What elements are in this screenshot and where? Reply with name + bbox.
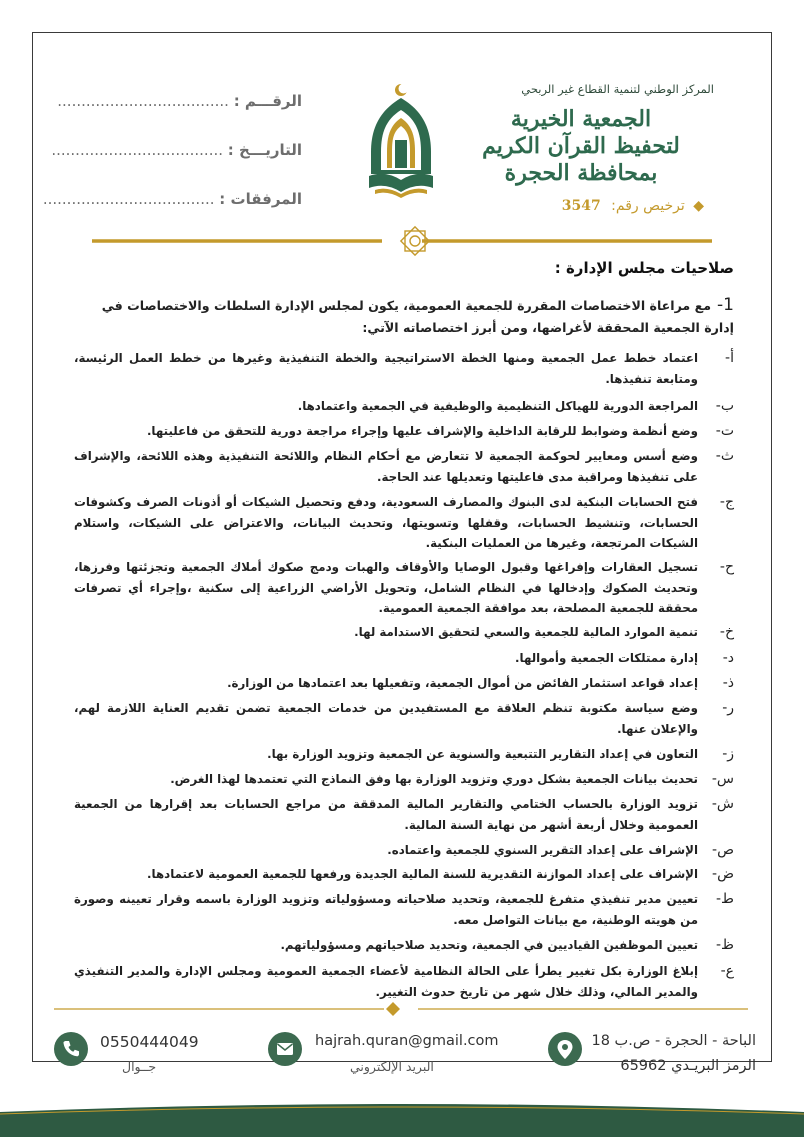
item-text: تزويد الوزارة بالحساب الختامي والتقارير المالية المدققة من مراجع الحسابات بعد إقرارها من الجمعية العمومية وخلال أربعة أشهر من نهاية السنة المالية. — [74, 797, 698, 832]
list-item — [74, 769, 734, 790]
item-text: التعاون في إعداد التقارير التتبعية والسنوية عن الجمعية وتزويد الوزارة بها. — [267, 747, 698, 761]
list-item — [74, 396, 734, 417]
diamond-icon: ◆ — [693, 198, 704, 214]
ornament-icon — [398, 224, 432, 258]
item-letter: س- — [711, 771, 734, 787]
item-text: اعتماد خطط عمل الجمعية ومنها الخطة الاستراتيجية والخطة التنفيذية وغيرها من خطط العمل الرئيسة، ومتابعة تنفيذها. — [74, 351, 698, 386]
license-label: ترخيص رقم: — [611, 198, 685, 214]
list-item — [74, 744, 734, 765]
item-letter: ظ- — [716, 937, 734, 953]
intro-text: مع مراعاة الاختصاصات المقررة للجمعية العمومية، يكون لمجلس الإدارة السلطات والاختصاصات في إدارة الجمعية المحققة لأغراضها، ومن أبرز اختصاصاته الآتي: — [101, 298, 734, 335]
item-text: تعيين مدير تنفيذي متفرغ للجمعية، وتحديد صلاحياته ومسؤولياته وتزويد الوزارة باسمه وقرار تعيينه وصورة من هويته الوطنية، مع بيانات التواصل معه. — [74, 892, 698, 927]
footer-ornament-icon — [386, 1002, 400, 1016]
list-item — [74, 348, 734, 389]
association-name — [456, 106, 706, 187]
item-letter: ص- — [712, 842, 734, 858]
item-letter: ج- — [719, 494, 734, 510]
item-letter: خ- — [719, 624, 734, 640]
item-letter: ت- — [715, 423, 734, 439]
item-letter: د- — [722, 650, 734, 666]
intro-paragraph — [74, 294, 734, 339]
ref-date — [51, 141, 302, 159]
list-item — [74, 673, 734, 694]
mail-icon — [268, 1032, 302, 1066]
phone-number[interactable]: 0550444049 — [100, 1033, 199, 1051]
list-item — [74, 622, 734, 643]
item-letter: ع- — [720, 963, 734, 979]
section-title: صلاحيات مجلس الإدارة : — [554, 259, 734, 277]
item-text: الإشراف على إعداد التقرير السنوي للجمعية واعتماده. — [387, 843, 698, 857]
item-text: وضع أسس ومعايير لحوكمة الجمعية لا تتعارض مع أحكام النظام واللائحة التنفيذية وهذه اللائحة، والإشراف على تنفيذها ومراقبة مدى فاعليتها وتعديلها عند الحاجة. — [74, 449, 698, 484]
ref-date-dots: .................................... — [51, 141, 223, 159]
item-letter: ث- — [715, 448, 734, 464]
list-item — [74, 794, 734, 835]
license — [562, 198, 704, 214]
ref-attachments-label: المرفقات : — [219, 190, 302, 208]
item-text: وضع أنظمة وضوابط للرقابة الداخلية والإشراف عليها وإجراء مراجعة دورية للتحقق من فاعليتها. — [146, 424, 698, 438]
list-item — [74, 557, 734, 619]
address-line-1: الباحة - الحجرة - ص.ب 18 — [591, 1033, 756, 1049]
email-address[interactable]: hajrah.quran@gmail.com — [315, 1033, 499, 1049]
address-line-2: الرمز البريـدي 65962 — [620, 1058, 756, 1074]
item-text: إبلاغ الوزارة بكل تغيير يطرأ على الحالة النظامية لأعضاء الجمعية العمومية ومجلس الإدارة والمدير التنفيذي والمدير المالي، وذلك خلال شهر من تاريخ حدوث التغيير. — [74, 964, 698, 999]
item-text: وضع سياسة مكتوبة تنظم العلاقة مع المستفيدين من خدمات الجمعية تضمن تقديم العناية اللازمة لهم، والإعلان عنها. — [74, 701, 698, 736]
ref-date-label: التاريـــخ : — [227, 141, 302, 159]
ref-number-dots: .................................... — [57, 92, 229, 110]
list-item — [74, 961, 734, 1002]
list-item — [74, 698, 734, 739]
license-number: 3547 — [561, 198, 601, 214]
list-item — [74, 648, 734, 669]
list-item — [74, 889, 734, 930]
item-letter: ر- — [722, 700, 734, 716]
item-letter: ذ- — [722, 675, 734, 691]
ref-attachments-dots: .................................... — [42, 190, 215, 208]
item-letter: أ- — [725, 350, 734, 366]
list-item — [74, 492, 734, 554]
location-icon — [548, 1032, 582, 1066]
list-item — [74, 421, 734, 442]
item-letter: ب- — [715, 398, 734, 414]
phone-icon — [54, 1032, 88, 1066]
list-item — [74, 935, 734, 956]
association-name-line-1: الجمعية الخيرية — [510, 106, 652, 132]
ref-attachments — [42, 190, 302, 208]
item-text: فتح الحسابات البنكية لدى البنوك والمصارف السعودية، ودفع وتحصيل الشيكات أو أذونات الصرف وكشوفات الحسابات، وتنشيط الحسابات، وقفلها وتسويتها، وتحديث البيانات، والاعتراض على الشيكات، واستلام الشيكات المرتجعة، وغيرها من العمليات البنكية. — [74, 495, 698, 550]
item-letter: ز- — [722, 746, 734, 762]
ref-number-label: الرقـــم : — [233, 92, 302, 110]
intro-number: 1- — [717, 295, 734, 315]
item-text: تعيين الموظفين القياديين في الجمعية، وتحديد صلاحياتهم ومسؤولياتهم. — [280, 938, 698, 952]
item-letter: ط- — [716, 891, 734, 907]
association-name-line-2: لتحفيظ القرآن الكريم — [482, 133, 680, 159]
bottom-decorative-band — [0, 1102, 804, 1137]
phone-label: جــوال — [122, 1059, 157, 1074]
email-label: البريد الإلكتروني — [350, 1059, 434, 1074]
item-letter: ش- — [711, 796, 734, 812]
list-item — [74, 864, 734, 885]
item-letter: ح- — [719, 559, 734, 575]
item-text: تنمية الموارد المالية للجمعية والسعي لتحقيق الاستدامة لها. — [354, 625, 698, 639]
ref-number — [57, 92, 302, 110]
item-text: إعداد قواعد استثمار الفائض من أموال الجمعية، وتفعيلها بعد اعتمادها من الوزارة. — [227, 676, 698, 690]
item-letter: ض- — [712, 866, 734, 882]
item-text: تحديث بيانات الجمعية بشكل دوري وتزويد الوزارة بها وفق النماذج التي تعتمدها لهذا الغرض. — [170, 772, 698, 786]
item-text: تسجيل العقارات وإفراغها وقبول الوصايا والأوقاف والهبات ودمج صكوك أملاك الجمعية وتجزئتها وفرزها، وتحديث الصكوك وإدخالها في النظام الشامل، وتحويل الأراضي الزراعية إلى سكنية ،وإجراء أي تصرفات محققة للجمعية المصلحة، بعد موافقة الجمعية العمومية. — [74, 560, 698, 615]
item-text: إدارة ممتلكات الجمعية وأموالها. — [515, 651, 698, 665]
list-item — [74, 840, 734, 861]
list-item — [74, 446, 734, 487]
association-name-line-3: بمحافظة الحجرة — [504, 160, 658, 186]
item-text: المراجعة الدورية للهياكل التنظيمية والوظيفية في الجمعية واعتمادها. — [297, 399, 698, 413]
org-line: المركز الوطني لتنمية القطاع غير الربحي — [521, 82, 714, 96]
footer-divider — [54, 1004, 748, 1014]
item-text: الإشراف على إعداد الموازنة التقديرية للسنة المالية الجديدة ورفعها للجمعية العمومية لاعتمادها. — [147, 867, 698, 881]
mosque-book-logo — [365, 82, 437, 200]
